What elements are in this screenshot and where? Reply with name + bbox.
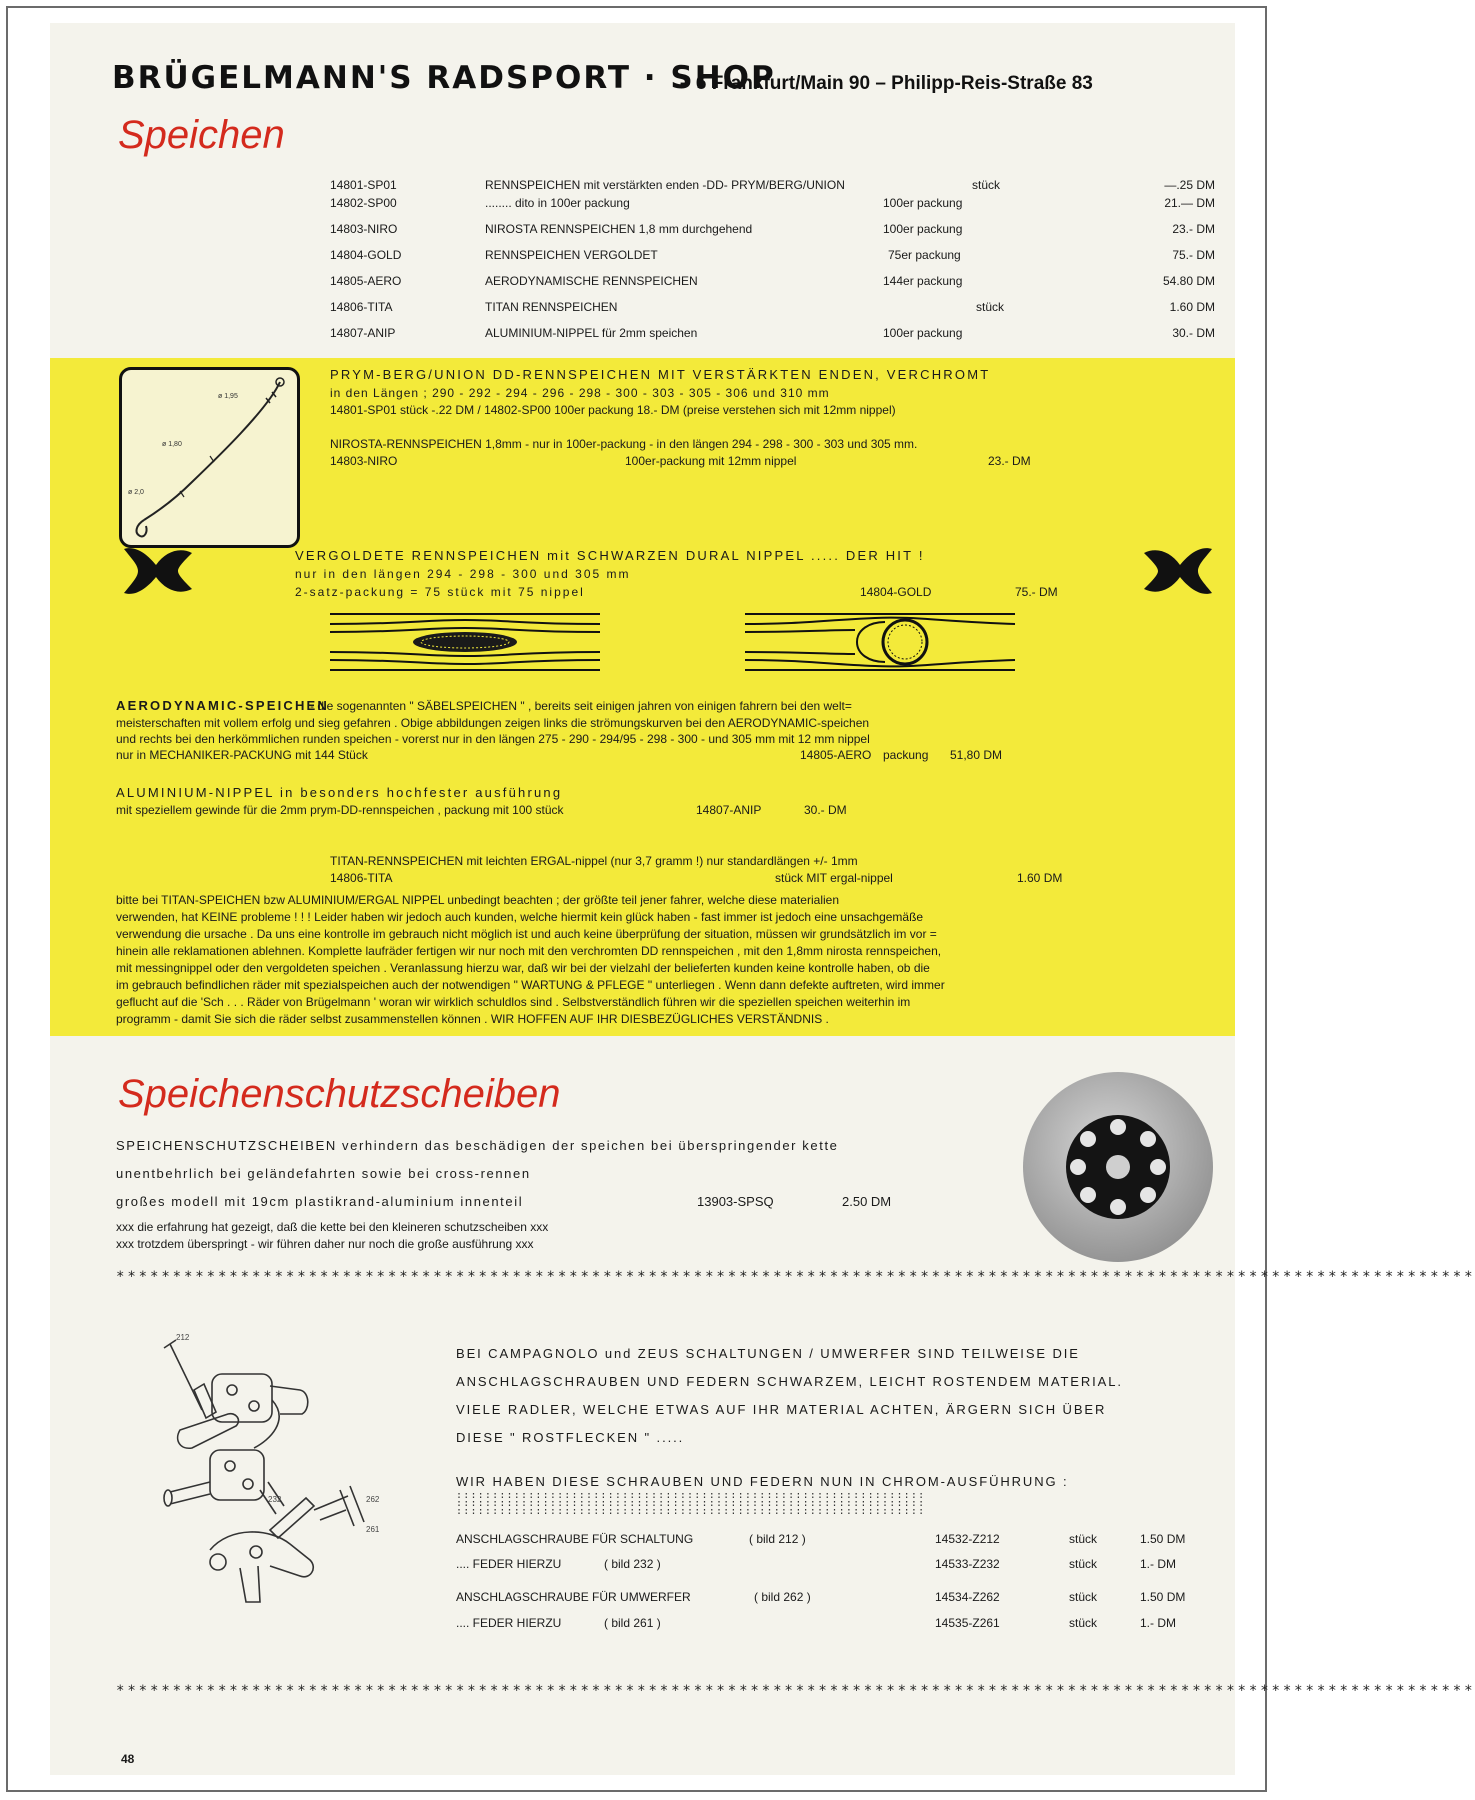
spoke-dim-label: ø 2,0	[128, 489, 144, 496]
row-code: 14807-ANIP	[330, 326, 396, 340]
note-line: geflucht auf die 'Sch . . . Räder von Brügelmann ' woran wir wirklich schuldlos sind . Selbstverständlich führen wir die speziellen speichen weiterhin im	[116, 995, 911, 1009]
right-arrow-icon	[1142, 541, 1214, 601]
item-code: 14533-Z232	[935, 1557, 1000, 1571]
row-code: 14801-SP01	[330, 178, 397, 192]
item-code: 14532-Z212	[935, 1532, 1000, 1546]
campa-para-1: BEI CAMPAGNOLO und ZEUS SCHALTUNGEN / UMWERFER SIND TEILWEISE DIE	[456, 1346, 1080, 1361]
dot-grid-line: :::::::::::::::::::::::::::::::::::::::::::::::::::::::::::::::::	[456, 1498, 926, 1509]
spoke-illustration	[119, 367, 300, 548]
note-line: mit messingnippel oder den vergoldeten speichen . Veranlassung hierzu war, daß wir bei der vielzahl der belieferten kunden keine kontrolle haben, ob die	[116, 961, 930, 975]
row-unit: 100er packung	[883, 196, 963, 210]
item-bild: ( bild 261 )	[604, 1616, 661, 1630]
row-code: 14804-GOLD	[330, 248, 402, 262]
alu-price: 30.- DM	[804, 803, 847, 817]
campa-para-5: WIR HABEN DIESE SCHRAUBEN UND FEDERN NUN IN CHROM-AUSFÜHRUNG :	[456, 1474, 1069, 1489]
note-line: im gebrauch befindlichen räder mit spezialspeichen auch der notwendigen " WARTUNG & PFLEGE " unterliegen . Wenn dann defekte auftreten, wird immer	[116, 978, 945, 992]
guard-note-2: xxx trotzdem überspringt - wir führen daher nur noch die große ausführung xxx	[116, 1237, 534, 1251]
niro-price: 23.- DM	[988, 454, 1031, 468]
titan-unit: stück MIT ergal-nippel	[775, 871, 893, 885]
note-line: verwenden, hat KEINE probleme ! ! ! Leider haben wir jedoch auch kunden, welche hiermit kein glück haben - fast immer ist jedoch eine unsachgemäße	[116, 910, 924, 924]
row-unit: 100er packung	[883, 326, 963, 340]
row-code: 14802-SP00	[330, 196, 397, 210]
note-line: verwendung die ursache . Da uns eine kontrolle im gebrauch nicht möglich ist und auch keine überprüfung der situation, müssen wir grundsätzlich im vor =	[116, 927, 937, 941]
spoke-guard-disc-photo	[1023, 1072, 1213, 1262]
aero-flow-diagram	[330, 608, 600, 676]
item-desc: .... FEDER HIERZU	[456, 1616, 562, 1630]
campa-para-2: ANSCHLAGSCHRAUBEN UND FEDERN SCHWARZEM, LEICHT ROSTENDEM MATERIAL.	[456, 1374, 1123, 1389]
section-title-speichen: Speichen	[118, 113, 285, 157]
aero-line-2: meisterschaften mit vollem erfolg und sieg gefahren . Obige abbildungen zeigen links die strömungskurven bei den AERODYNAMIC-speichen	[116, 716, 870, 730]
aero-price: 51,80 DM	[950, 748, 1003, 762]
section-title-speichenschutzscheiben: Speichenschutzscheiben	[118, 1072, 561, 1116]
niro-line: NIROSTA-RENNSPEICHEN 1,8mm - nur in 100er-packung - in den längen 294 - 298 - 300 - 303 und 305 mm.	[330, 437, 918, 451]
row-desc: AERODYNAMISCHE RENNSPEICHEN	[485, 274, 698, 288]
aero-line-1: - die sogenannten " SÄBELSPEICHEN " , bereits seit einigen jahren von einigen fahrern bei den welt=	[310, 699, 852, 713]
item-unit: stück	[1069, 1532, 1098, 1546]
shop-address: – 6 Frankfurt/Main 90 – Philipp-Reis-Straße 83	[680, 73, 1093, 94]
campa-para-4: DIESE " ROSTFLECKEN " .....	[456, 1430, 685, 1445]
prym-lengths: in den Längen ; 290 - 292 - 294 - 296 - 298 - 300 - 303 - 305 - 306 und 310 mm	[330, 386, 830, 400]
row-unit: 144er packung	[883, 274, 963, 288]
guard-price: 2.50 DM	[842, 1194, 892, 1209]
dot-grid-line: :::::::::::::::::::::::::::::::::::::::::::::::::::::::::::::::::	[456, 1490, 926, 1501]
item-unit: stück	[1069, 1590, 1098, 1604]
disc-center	[1066, 1115, 1170, 1219]
row-desc: RENNSPEICHEN mit verstärkten enden -DD- PRYM/BERG/UNION	[485, 178, 845, 192]
prym-prices: 14801-SP01 stück -.22 DM / 14802-SP00 100er packung 18.- DM (preise verstehen sich mit 12mm nippel)	[330, 403, 896, 417]
gold-lengths: nur in den längen 294 - 298 - 300 und 305 mm	[295, 567, 631, 581]
gold-pack: 2-satz-packung = 75 stück mit 75 nippel	[295, 585, 585, 599]
titan-code: 14806-TITA	[330, 871, 393, 885]
row-price: 30.- DM	[1172, 326, 1215, 340]
guard-note-1: xxx die erfahrung hat gezeigt, daß die kette bei den kleineren schutzscheiben xxx	[116, 1220, 549, 1234]
titan-price: 1.60 DM	[1017, 871, 1063, 885]
note-line: programm - damit Sie sich die räder selbst zusammenstellen können . WIR HOFFEN AUF IHR DIESBEZÜGLICHES VERSTÄNDNIS .	[116, 1012, 829, 1026]
star-divider: ************************************************************************************************************************	[116, 1269, 1475, 1285]
row-code: 14806-TITA	[330, 300, 393, 314]
item-code: 14535-Z261	[935, 1616, 1000, 1630]
left-arrow-icon	[122, 541, 194, 601]
alu-title: ALUMINIUM-NIPPEL in besonders hochfester ausführung	[116, 785, 563, 800]
guard-line-3: großes modell mit 19cm plastikrand-aluminium innenteil	[116, 1194, 524, 1209]
row-unit: 100er packung	[883, 222, 963, 236]
item-bild: ( bild 232 )	[604, 1557, 661, 1571]
row-desc: NIROSTA RENNSPEICHEN 1,8 mm durchgehend	[485, 222, 753, 236]
gold-title: VERGOLDETE RENNSPEICHEN mit SCHWARZEN DURAL NIPPEL ..... DER HIT !	[295, 548, 925, 563]
aero-code: 14805-AERO	[800, 748, 872, 762]
alu-code: 14807-ANIP	[696, 803, 762, 817]
dot-grid-line: :::::::::::::::::::::::::::::::::::::::::::::::::::::::::::::::::	[456, 1506, 926, 1517]
item-bild: ( bild 262 )	[754, 1590, 811, 1604]
item-code: 14534-Z262	[935, 1590, 1000, 1604]
row-code: 14805-AERO	[330, 274, 402, 288]
round-spoke-flow-diagram	[745, 608, 1015, 676]
star-divider: ************************************************************************************************************************	[116, 1683, 1475, 1699]
row-code: 14803-NIRO	[330, 222, 398, 236]
row-price: 1.60 DM	[1169, 300, 1215, 314]
item-desc: ANSCHLAGSCHRAUBE FÜR SCHALTUNG	[456, 1532, 694, 1546]
fig-label: 232	[268, 1495, 282, 1504]
note-line: hinein alle reklamationen ablehnen. Komplette laufräder fertigen wir nur noch mit den verchromten DD rennspeichen , mit den 1,8mm nirosta rennspeichen,	[116, 944, 942, 958]
fig-label: 262	[366, 1495, 380, 1504]
row-price: 75.- DM	[1172, 248, 1215, 262]
gold-price: 75.- DM	[1015, 585, 1058, 599]
row-desc: ALUMINIUM-NIPPEL für 2mm speichen	[485, 326, 698, 340]
item-desc: ANSCHLAGSCHRAUBE FÜR UMWERFER	[456, 1590, 691, 1604]
guard-code: 13903-SPSQ	[697, 1194, 774, 1209]
gold-code: 14804-GOLD	[860, 585, 932, 599]
row-desc: TITAN RENNSPEICHEN	[485, 300, 618, 314]
item-bild: ( bild 212 )	[749, 1532, 806, 1546]
titan-title: TITAN-RENNSPEICHEN mit leichten ERGAL-nippel (nur 3,7 gramm !) nur standardlängen +/- 1mm	[330, 854, 858, 868]
row-unit: 75er packung	[888, 248, 961, 262]
fig-label: 261	[366, 1525, 380, 1534]
item-unit: stück	[1069, 1557, 1098, 1571]
aero-pack: packung	[883, 748, 929, 762]
prym-title: PRYM-BERG/UNION DD-RENNSPEICHEN MIT VERSTÄRKTEN ENDEN, VERCHROMT	[330, 367, 991, 382]
row-price: 23.- DM	[1172, 222, 1215, 236]
spoke-dim-label: ø 1,80	[162, 441, 182, 448]
guard-line-2: unentbehrlich bei geländefahrten sowie bei cross-rennen	[116, 1166, 531, 1181]
aero-line-3: und rechts bei den herkömmlichen runden speichen - vorerst nur in den längen 275 - 290 - 294/95 - 298 - 300 - und 305 mm mit 12 mm nippel	[116, 732, 870, 746]
fig-label: 212	[176, 1333, 190, 1342]
row-desc: ........ dito in 100er packung	[485, 196, 630, 210]
alu-line: mit speziellem gewinde für die 2mm prym-DD-rennspeichen , packung mit 100 stück	[116, 803, 564, 817]
niro-code: 14803-NIRO	[330, 454, 398, 468]
aero-line-4: nur in MECHANIKER-PACKUNG mit 144 Stück	[116, 748, 368, 762]
aero-title: AERODYNAMIC-SPEICHEN	[116, 698, 330, 713]
row-desc: RENNSPEICHEN VERGOLDET	[485, 248, 658, 262]
item-unit: stück	[1069, 1616, 1098, 1630]
row-unit: stück	[976, 300, 1005, 314]
row-unit: stück	[972, 178, 1001, 192]
spoke-dim-label: ø 1,95	[218, 393, 238, 400]
guard-line-1: SPEICHENSCHUTZSCHEIBEN verhindern das beschädigen der speichen bei überspringender kette	[116, 1138, 839, 1153]
row-price: —.25 DM	[1164, 178, 1215, 192]
dot-grid	[456, 1492, 925, 1516]
campa-para-3: VIELE RADLER, WELCHE ETWAS AUF IHR MATERIAL ACHTEN, ÄRGERN SICH ÜBER	[456, 1402, 1107, 1417]
item-desc: .... FEDER HIERZU	[456, 1557, 562, 1571]
row-price: 21.— DM	[1164, 196, 1215, 210]
item-price: 1.50 DM	[1140, 1590, 1186, 1604]
item-price: 1.- DM	[1140, 1557, 1176, 1571]
item-price: 1.- DM	[1140, 1616, 1176, 1630]
shop-masthead: BRÜGELMANN'S RADSPORT · SHOP	[112, 60, 776, 96]
item-price: 1.50 DM	[1140, 1532, 1186, 1546]
page-number: 48	[121, 1752, 135, 1766]
row-price: 54.80 DM	[1162, 274, 1215, 288]
note-line: bitte bei TITAN-SPEICHEN bzw ALUMINIUM/ERGAL NIPPEL unbedingt beachten ; der größte teil jener fahrer, welche diese materialien	[116, 893, 839, 907]
spoke-drawing	[122, 370, 297, 545]
derailleur-parts-drawing	[150, 1330, 420, 1610]
niro-pack: 100er-packung mit 12mm nippel	[625, 454, 797, 468]
